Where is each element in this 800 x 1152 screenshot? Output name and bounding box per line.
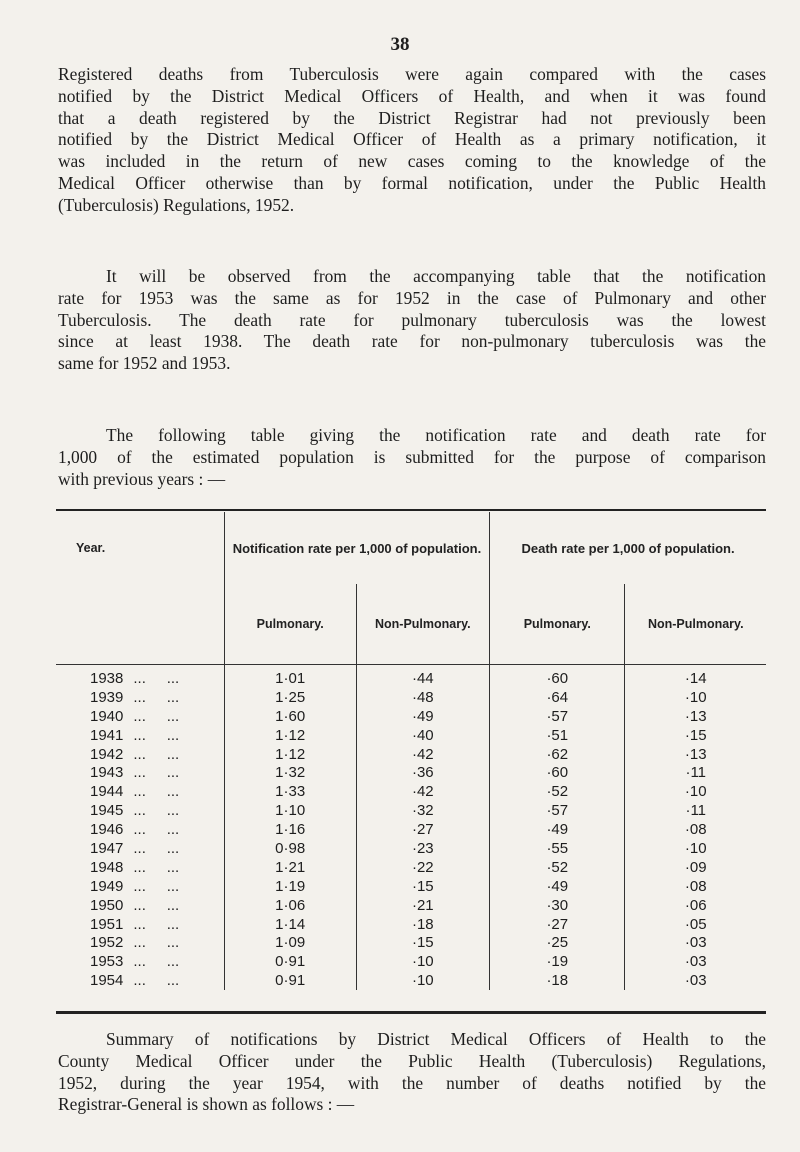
notif-nonpulmonary-cell: ·44 (356, 665, 490, 688)
notif-pulmonary-cell: 1·25 (224, 688, 356, 707)
leader-dots: ... ... (133, 896, 180, 914)
notif-nonpulmonary-header: Non-Pulmonary. (356, 584, 490, 665)
year-cell (56, 745, 224, 764)
death-nonpulmonary-cell: ·15 (684, 726, 707, 744)
year-cell (56, 763, 224, 782)
death-nonpulmonary-cell: ·03 (684, 972, 707, 990)
death-pulmonary-cell: ·27 (490, 915, 625, 934)
year-label: 1950 (90, 896, 124, 914)
notif-pulmonary-cell: 1·21 (224, 858, 356, 877)
leader-dots: ... ... (133, 688, 180, 706)
death-pulmonary-cell: ·25 (490, 933, 625, 952)
year-cell (56, 665, 224, 688)
leader-dots: ... ... (133, 972, 180, 990)
page-number: 38 (390, 34, 410, 55)
year-label: 1946 (90, 821, 124, 839)
notif-pulmonary-cell: 0·91 (224, 952, 356, 971)
text-line: Registered deaths from Tuberculosis were again compared with the cases (58, 64, 766, 84)
year-cell (56, 952, 224, 971)
table-row (56, 707, 766, 726)
year-cell (56, 726, 224, 745)
notif-pulmonary-cell: 1·16 (224, 820, 356, 839)
table-row (56, 952, 766, 971)
text-line: (Tuberculosis) Regulations, 1952. (58, 194, 295, 215)
year-cell (56, 782, 224, 801)
leader-dots: ... ... (133, 877, 180, 895)
text-line: with previous years : — (58, 468, 226, 489)
death-pulmonary-cell: ·60 (490, 665, 625, 688)
leader-dots: ... ... (133, 821, 180, 839)
year-label: 1943 (90, 764, 124, 782)
death-nonpulmonary-cell: ·08 (684, 821, 707, 839)
year-cell (56, 877, 224, 896)
notif-nonpulmonary-cell: ·21 (356, 896, 490, 915)
notif-pulmonary-header: Pulmonary. (224, 584, 356, 665)
text-line: Registrar-General is shown as follows : — (58, 1094, 355, 1115)
notif-pulmonary-cell: 1·01 (224, 665, 356, 688)
death-pulmonary-cell: ·60 (490, 763, 625, 782)
table-row (56, 915, 766, 934)
text-line: Medical Officer otherwise than by formal notification, under the Public Health (58, 172, 766, 193)
year-cell (56, 707, 224, 726)
year-cell (56, 839, 224, 858)
table-row (56, 763, 766, 782)
year-cell (56, 971, 224, 990)
table-top-rule (56, 509, 766, 511)
text-line: 1952, during the year 1954, with the number of deaths notified by the (58, 1072, 766, 1093)
table-row (56, 877, 766, 896)
text-line: rate for 1953 was the same as for 1952 in the case of Pulmonary and other (58, 287, 766, 308)
leader-dots: ... ... (133, 726, 180, 744)
death-nonpulmonary-cell: ·10 (684, 783, 707, 801)
year-cell (56, 915, 224, 934)
death-pulmonary-header: Pulmonary. (490, 584, 625, 665)
table-row (56, 839, 766, 858)
year-cell (56, 896, 224, 915)
death-pulmonary-cell: ·49 (490, 820, 625, 839)
table-row (56, 745, 766, 764)
year-label: 1938 (90, 669, 124, 687)
year-label: 1940 (90, 707, 124, 725)
year-label: 1942 (90, 745, 124, 763)
notif-nonpulmonary-cell: ·10 (356, 952, 490, 971)
table-row (56, 688, 766, 707)
notif-pulmonary-cell: 1·19 (224, 877, 356, 896)
death-nonpulmonary-cell: ·06 (684, 896, 707, 914)
paragraph-summary (58, 1029, 766, 1116)
notif-pulmonary-cell: 1·12 (224, 745, 356, 764)
leader-dots: ... ... (133, 953, 180, 971)
death-pulmonary-cell: ·52 (490, 858, 625, 877)
text-line: notified by the District Medical Officers of Health, and when it was found (58, 85, 766, 106)
table-row (56, 665, 766, 688)
paragraph-table-intro (58, 425, 766, 490)
death-pulmonary-cell: ·62 (490, 745, 625, 764)
notif-pulmonary-cell: 1·06 (224, 896, 356, 915)
leader-dots: ... ... (133, 764, 180, 782)
year-label: 1953 (90, 953, 124, 971)
death-pulmonary-cell: ·49 (490, 877, 625, 896)
notif-nonpulmonary-cell: ·15 (356, 933, 490, 952)
death-pulmonary-cell: ·52 (490, 782, 625, 801)
year-cell (56, 820, 224, 839)
leader-dots: ... ... (133, 707, 180, 725)
death-nonpulmonary-header: Non-Pulmonary. (625, 584, 766, 665)
leader-dots: ... ... (133, 915, 180, 933)
death-nonpulmonary-cell: ·03 (684, 953, 707, 971)
death-nonpulmonary-cell: ·09 (684, 858, 707, 876)
year-label: 1948 (90, 858, 124, 876)
text-line: same for 1952 and 1953. (58, 353, 231, 374)
year-label: 1945 (90, 802, 124, 820)
year-header-blank (56, 584, 224, 665)
leader-dots: ... ... (133, 839, 180, 857)
year-cell (56, 688, 224, 707)
text-line: Tuberculosis. The death rate for pulmonary tuberculosis was the lowest (58, 309, 766, 330)
notif-pulmonary-cell: 1·33 (224, 782, 356, 801)
leader-dots: ... ... (133, 858, 180, 876)
text-line: Summary of notifications by District Medical Officers of Health to the (106, 1029, 766, 1049)
notif-pulmonary-cell: 1·60 (224, 707, 356, 726)
notif-pulmonary-cell: 0·98 (224, 839, 356, 858)
notif-pulmonary-cell: 1·09 (224, 933, 356, 952)
death-nonpulmonary-cell: ·03 (684, 934, 707, 952)
year-label: 1949 (90, 877, 124, 895)
death-nonpulmonary-cell: ·14 (684, 669, 707, 687)
year-label: 1951 (90, 915, 124, 933)
year-label: 1941 (90, 726, 124, 744)
year-label: 1944 (90, 783, 124, 801)
year-label: 1952 (90, 934, 124, 952)
death-pulmonary-cell: ·55 (490, 839, 625, 858)
notif-nonpulmonary-cell: ·27 (356, 820, 490, 839)
table-bottom-rule (56, 1011, 766, 1014)
death-nonpulmonary-cell: ·13 (684, 745, 707, 763)
death-pulmonary-cell: ·51 (490, 726, 625, 745)
notif-nonpulmonary-cell: ·15 (356, 877, 490, 896)
table-row (56, 971, 766, 990)
table-row (56, 782, 766, 801)
table-body (56, 665, 766, 991)
notif-pulmonary-cell: 1·10 (224, 801, 356, 820)
leader-dots: ... ... (133, 669, 180, 687)
notif-pulmonary-cell: 0·91 (224, 971, 356, 990)
text-line: that a death registered by the District Registrar had not previously been (58, 107, 766, 128)
text-line: The following table giving the notification rate and death rate for (106, 425, 766, 445)
table-row (56, 896, 766, 915)
text-line: since at least 1938. The death rate for non-pulmonary tuberculosis was the (58, 331, 766, 352)
notif-nonpulmonary-cell: ·36 (356, 763, 490, 782)
death-pulmonary-cell: ·57 (490, 801, 625, 820)
notif-pulmonary-cell: 1·14 (224, 915, 356, 934)
table-row (56, 858, 766, 877)
year-cell (56, 933, 224, 952)
death-nonpulmonary-cell: ·11 (685, 802, 707, 820)
text-line: was included in the return of new cases coming to the knowledge of the (58, 151, 766, 172)
death-pulmonary-cell: ·64 (490, 688, 625, 707)
death-nonpulmonary-cell: ·10 (684, 688, 707, 706)
text-line: notified by the District Medical Officer of Health as a primary notification, it (58, 129, 766, 150)
notif-nonpulmonary-cell: ·49 (356, 707, 490, 726)
year-label: 1947 (90, 839, 124, 857)
table-row (56, 801, 766, 820)
notif-nonpulmonary-cell: ·32 (356, 801, 490, 820)
notif-nonpulmonary-cell: ·42 (356, 782, 490, 801)
table-row (56, 933, 766, 952)
text-line: County Medical Officer under the Public Health (Tuberculosis) Regulations, (58, 1050, 766, 1071)
notif-pulmonary-cell: 1·12 (224, 726, 356, 745)
death-nonpulmonary-cell: ·05 (684, 915, 707, 933)
notif-nonpulmonary-cell: ·10 (356, 971, 490, 990)
rates-table (56, 512, 766, 990)
death-pulmonary-cell: ·57 (490, 707, 625, 726)
notif-nonpulmonary-cell: ·22 (356, 858, 490, 877)
notif-nonpulmonary-cell: ·40 (356, 726, 490, 745)
table-row (56, 726, 766, 745)
death-pulmonary-cell: ·30 (490, 896, 625, 915)
text-line: It will be observed from the accompanying table that the notification (106, 266, 766, 286)
notif-nonpulmonary-cell: ·18 (356, 915, 490, 934)
leader-dots: ... ... (133, 745, 180, 763)
notif-nonpulmonary-cell: ·23 (356, 839, 490, 858)
death-pulmonary-cell: ·19 (490, 952, 625, 971)
leader-dots: ... ... (133, 783, 180, 801)
death-nonpulmonary-cell: ·08 (684, 877, 707, 895)
paragraph-notification-rate (58, 266, 766, 375)
notif-pulmonary-cell: 1·32 (224, 763, 356, 782)
year-label: 1954 (90, 972, 124, 990)
leader-dots: ... ... (133, 802, 180, 820)
death-nonpulmonary-cell: ·11 (685, 764, 707, 782)
text-line: 1,000 of the estimated population is submitted for the purpose of comparison (58, 446, 766, 467)
year-cell (56, 858, 224, 877)
death-nonpulmonary-cell: ·13 (684, 707, 707, 725)
paragraph-registered-deaths (58, 64, 766, 217)
table-row (56, 820, 766, 839)
death-rate-header: Death rate per 1,000 of population. (521, 540, 735, 556)
notif-nonpulmonary-cell: ·48 (356, 688, 490, 707)
notif-nonpulmonary-cell: ·42 (356, 745, 490, 764)
leader-dots: ... ... (133, 934, 180, 952)
notification-rate-header: Notification rate per 1,000 of population. (224, 512, 489, 584)
year-label: 1939 (90, 688, 124, 706)
year-cell (56, 801, 224, 820)
death-nonpulmonary-cell: ·10 (684, 839, 707, 857)
death-pulmonary-cell: ·18 (490, 971, 625, 990)
year-header: Year. (56, 512, 224, 584)
